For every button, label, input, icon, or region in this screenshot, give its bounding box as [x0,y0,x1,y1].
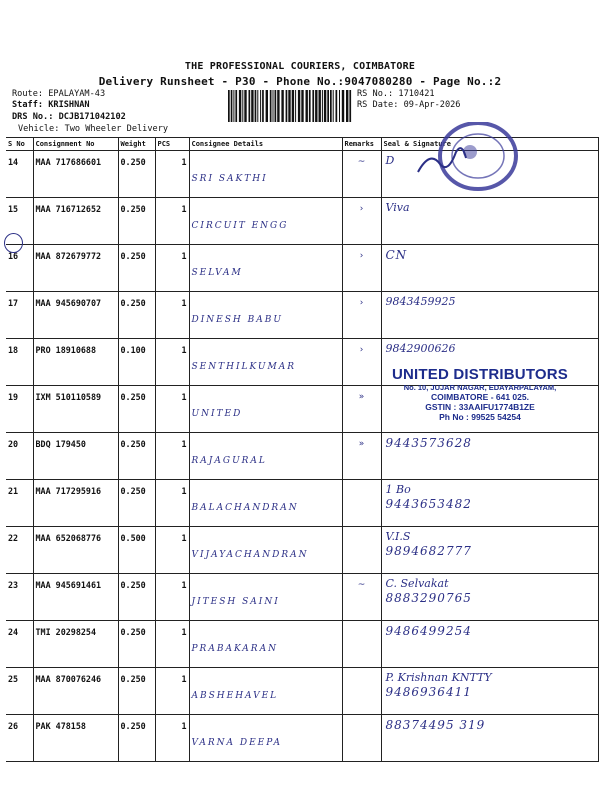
pcs-cell: 1 [155,386,189,433]
weight-cell: 0.250 [118,480,155,527]
sno-cell: 24 [6,621,33,668]
pcs-cell: 1 [155,151,189,198]
pcs-cell: 1 [155,621,189,668]
signature-cell [381,480,598,527]
remark-cell [342,480,381,527]
remark-cell [342,668,381,715]
table-row [6,433,598,480]
col-weight: Weight [118,138,155,151]
signature-cell [381,621,598,668]
consignment-cell: MAA 717686601 [33,151,118,198]
signature-cell [381,715,598,762]
company-title: THE PROFESSIONAL COURIERS, COIMBATORE [184,61,416,72]
remark-cell: › [342,198,381,245]
table-header-row [6,138,598,151]
remark-cell [342,527,381,574]
table-row [6,574,598,621]
signature-cell [381,339,598,386]
signature-line-1: 1 Bo [385,483,411,496]
distributor-address-1: No. 10, JUJAR NAGAR, EDAYARPALAYAM, [403,383,557,392]
consignment-cell: MAA 945690707 [33,292,118,339]
consignment-cell: MAA 870076246 [33,668,118,715]
weight-cell: 0.250 [118,715,155,762]
signature-line-1: 9843459925 [385,295,456,308]
sno-cell: 15 [6,198,33,245]
remark-cell: ~ [342,151,381,198]
pcs-cell: 1 [155,245,189,292]
sno-cell: 14 [6,151,33,198]
consignment-cell: MAA 872679772 [33,245,118,292]
consignment-cell: PAK 478158 [33,715,118,762]
row-16-circle-mark [4,233,23,253]
weight-cell: 0.250 [118,433,155,480]
consignee-cell: SRI SAKTHI [189,151,342,198]
vehicle-label: Vehicle: Two Wheeler Delivery [18,124,169,134]
weight-cell: 0.250 [118,151,155,198]
signature-line-1: Viva [385,201,410,214]
consignee-cell: SENTHILKUMAR [189,339,342,386]
table-row [6,715,598,762]
table-row [6,527,598,574]
signature-line-1: 9842900626 [385,342,456,355]
rs-number: RS No.: 1710421 [357,89,435,99]
pcs-cell: 1 [155,574,189,621]
remark-cell: › [342,245,381,292]
delivery-table [6,137,599,762]
pcs-cell: 1 [155,339,189,386]
rs-date: RS Date: 09-Apr-2026 [357,100,461,110]
sno-cell: 25 [6,668,33,715]
remark-cell: › [342,292,381,339]
signature-cell [381,292,598,339]
consignment-cell: MAA 945691461 [33,574,118,621]
table-row [6,245,598,292]
distributor-address-2: COIMBATORE - 641 025. [431,392,529,402]
signature-cell [381,151,598,198]
consignment-cell: MAA 716712652 [33,198,118,245]
signature-line-2: 9486499254 [385,624,472,638]
table-row [6,480,598,527]
remark-cell [342,715,381,762]
signature-cell [381,198,598,245]
distributor-phone: Ph No : 99525 54254 [439,412,521,422]
remark-cell: » [342,433,381,480]
signature-line-2: 8883290765 [385,591,472,605]
table-row [6,386,598,433]
col-remarks: Remarks [342,138,381,151]
col-consignment: Consignment No [33,138,118,151]
consignee-cell: UNITED [189,386,342,433]
consignment-cell: BDQ 179450 [33,433,118,480]
col-seal: Seal & Signature [381,138,598,151]
consignment-cell: IXM 510110589 [33,386,118,433]
signature-cell [381,527,598,574]
sno-cell: 20 [6,433,33,480]
weight-cell: 0.250 [118,386,155,433]
table-row [6,198,598,245]
signature-cell [381,245,598,292]
barcode-icon [228,90,354,122]
consignee-cell: RAJAGURAL [189,433,342,480]
table-row [6,339,598,386]
remark-cell: ~ [342,574,381,621]
consignment-cell: TMI 20298254 [33,621,118,668]
col-pcs: PCS [155,138,189,151]
consignment-cell: PRO 18910688 [33,339,118,386]
pcs-cell: 1 [155,433,189,480]
weight-cell: 0.250 [118,574,155,621]
signature-line-1: D [385,154,395,167]
sno-cell: 17 [6,292,33,339]
signature-line-2: 9443653482 [385,497,472,511]
pcs-cell: 1 [155,668,189,715]
consignment-cell: MAA 652068776 [33,527,118,574]
weight-cell: 0.500 [118,527,155,574]
sno-cell: 18 [6,339,33,386]
weight-cell: 0.250 [118,245,155,292]
pcs-cell: 1 [155,292,189,339]
sno-cell: 23 [6,574,33,621]
consignee-cell: VARNA DEEPA [189,715,342,762]
table-row [6,292,598,339]
drs-number: DRS No.: DCJB171042102 [12,112,126,122]
col-sno: S No [6,138,33,151]
staff-label: Staff: KRISHNAN [12,100,90,110]
pcs-cell: 1 [155,715,189,762]
signature-line-2: 9443573628 [385,436,472,450]
route-label: Route: EPALAYAM-43 [12,89,106,99]
sno-cell: 21 [6,480,33,527]
sno-cell: 16 [6,245,33,292]
signature-line-2: CN [385,248,408,262]
col-consignee: Consignee Details [189,138,342,151]
pcs-cell: 1 [155,198,189,245]
consignee-cell: DINESH BABU [189,292,342,339]
signature-line-1: C. Selvakat [385,577,449,590]
weight-cell: 0.250 [118,292,155,339]
sno-cell: 19 [6,386,33,433]
signature-cell [381,668,598,715]
sno-cell: 22 [6,527,33,574]
distributor-name: UNITED DISTRIBUTORS [391,366,569,383]
consignee-cell: JITESH SAINI [189,574,342,621]
remark-cell: » [342,386,381,433]
pcs-cell: 1 [155,527,189,574]
signature-line-1: V.I.S [385,530,411,543]
signature-cell [381,574,598,621]
signature-line-1: P. Krishnan KNTTY [385,671,492,684]
signature-cell [381,386,598,433]
weight-cell: 0.250 [118,621,155,668]
weight-cell: 0.250 [118,198,155,245]
table-row [6,668,598,715]
consignee-cell: VIJAYACHANDRAN [189,527,342,574]
consignee-cell: PRABAKARAN [189,621,342,668]
table-row [6,621,598,668]
weight-cell: 0.250 [118,668,155,715]
remark-cell: › [342,339,381,386]
sno-cell: 26 [6,715,33,762]
remark-cell [342,621,381,668]
signature-cell [381,433,598,480]
pcs-cell: 1 [155,480,189,527]
distributor-gstin: GSTIN : 33AAIFU1774B1ZE [425,402,535,412]
table-row [6,151,598,198]
consignee-cell: BALACHANDRAN [189,480,342,527]
signature-line-2: 88374495 319 [385,718,486,732]
runsheet-subtitle: Delivery Runsheet - P30 - Phone No.:9047080280 - Page No.:2 [98,75,502,88]
consignee-cell: ABSHEHAVEL [189,668,342,715]
signature-line-2: 9486936411 [385,685,472,699]
consignee-cell: CIRCUIT ENGG [189,198,342,245]
signature-line-2: 9894682777 [385,544,472,558]
consignee-cell: SELVAM [189,245,342,292]
consignment-cell: MAA 717295916 [33,480,118,527]
weight-cell: 0.100 [118,339,155,386]
